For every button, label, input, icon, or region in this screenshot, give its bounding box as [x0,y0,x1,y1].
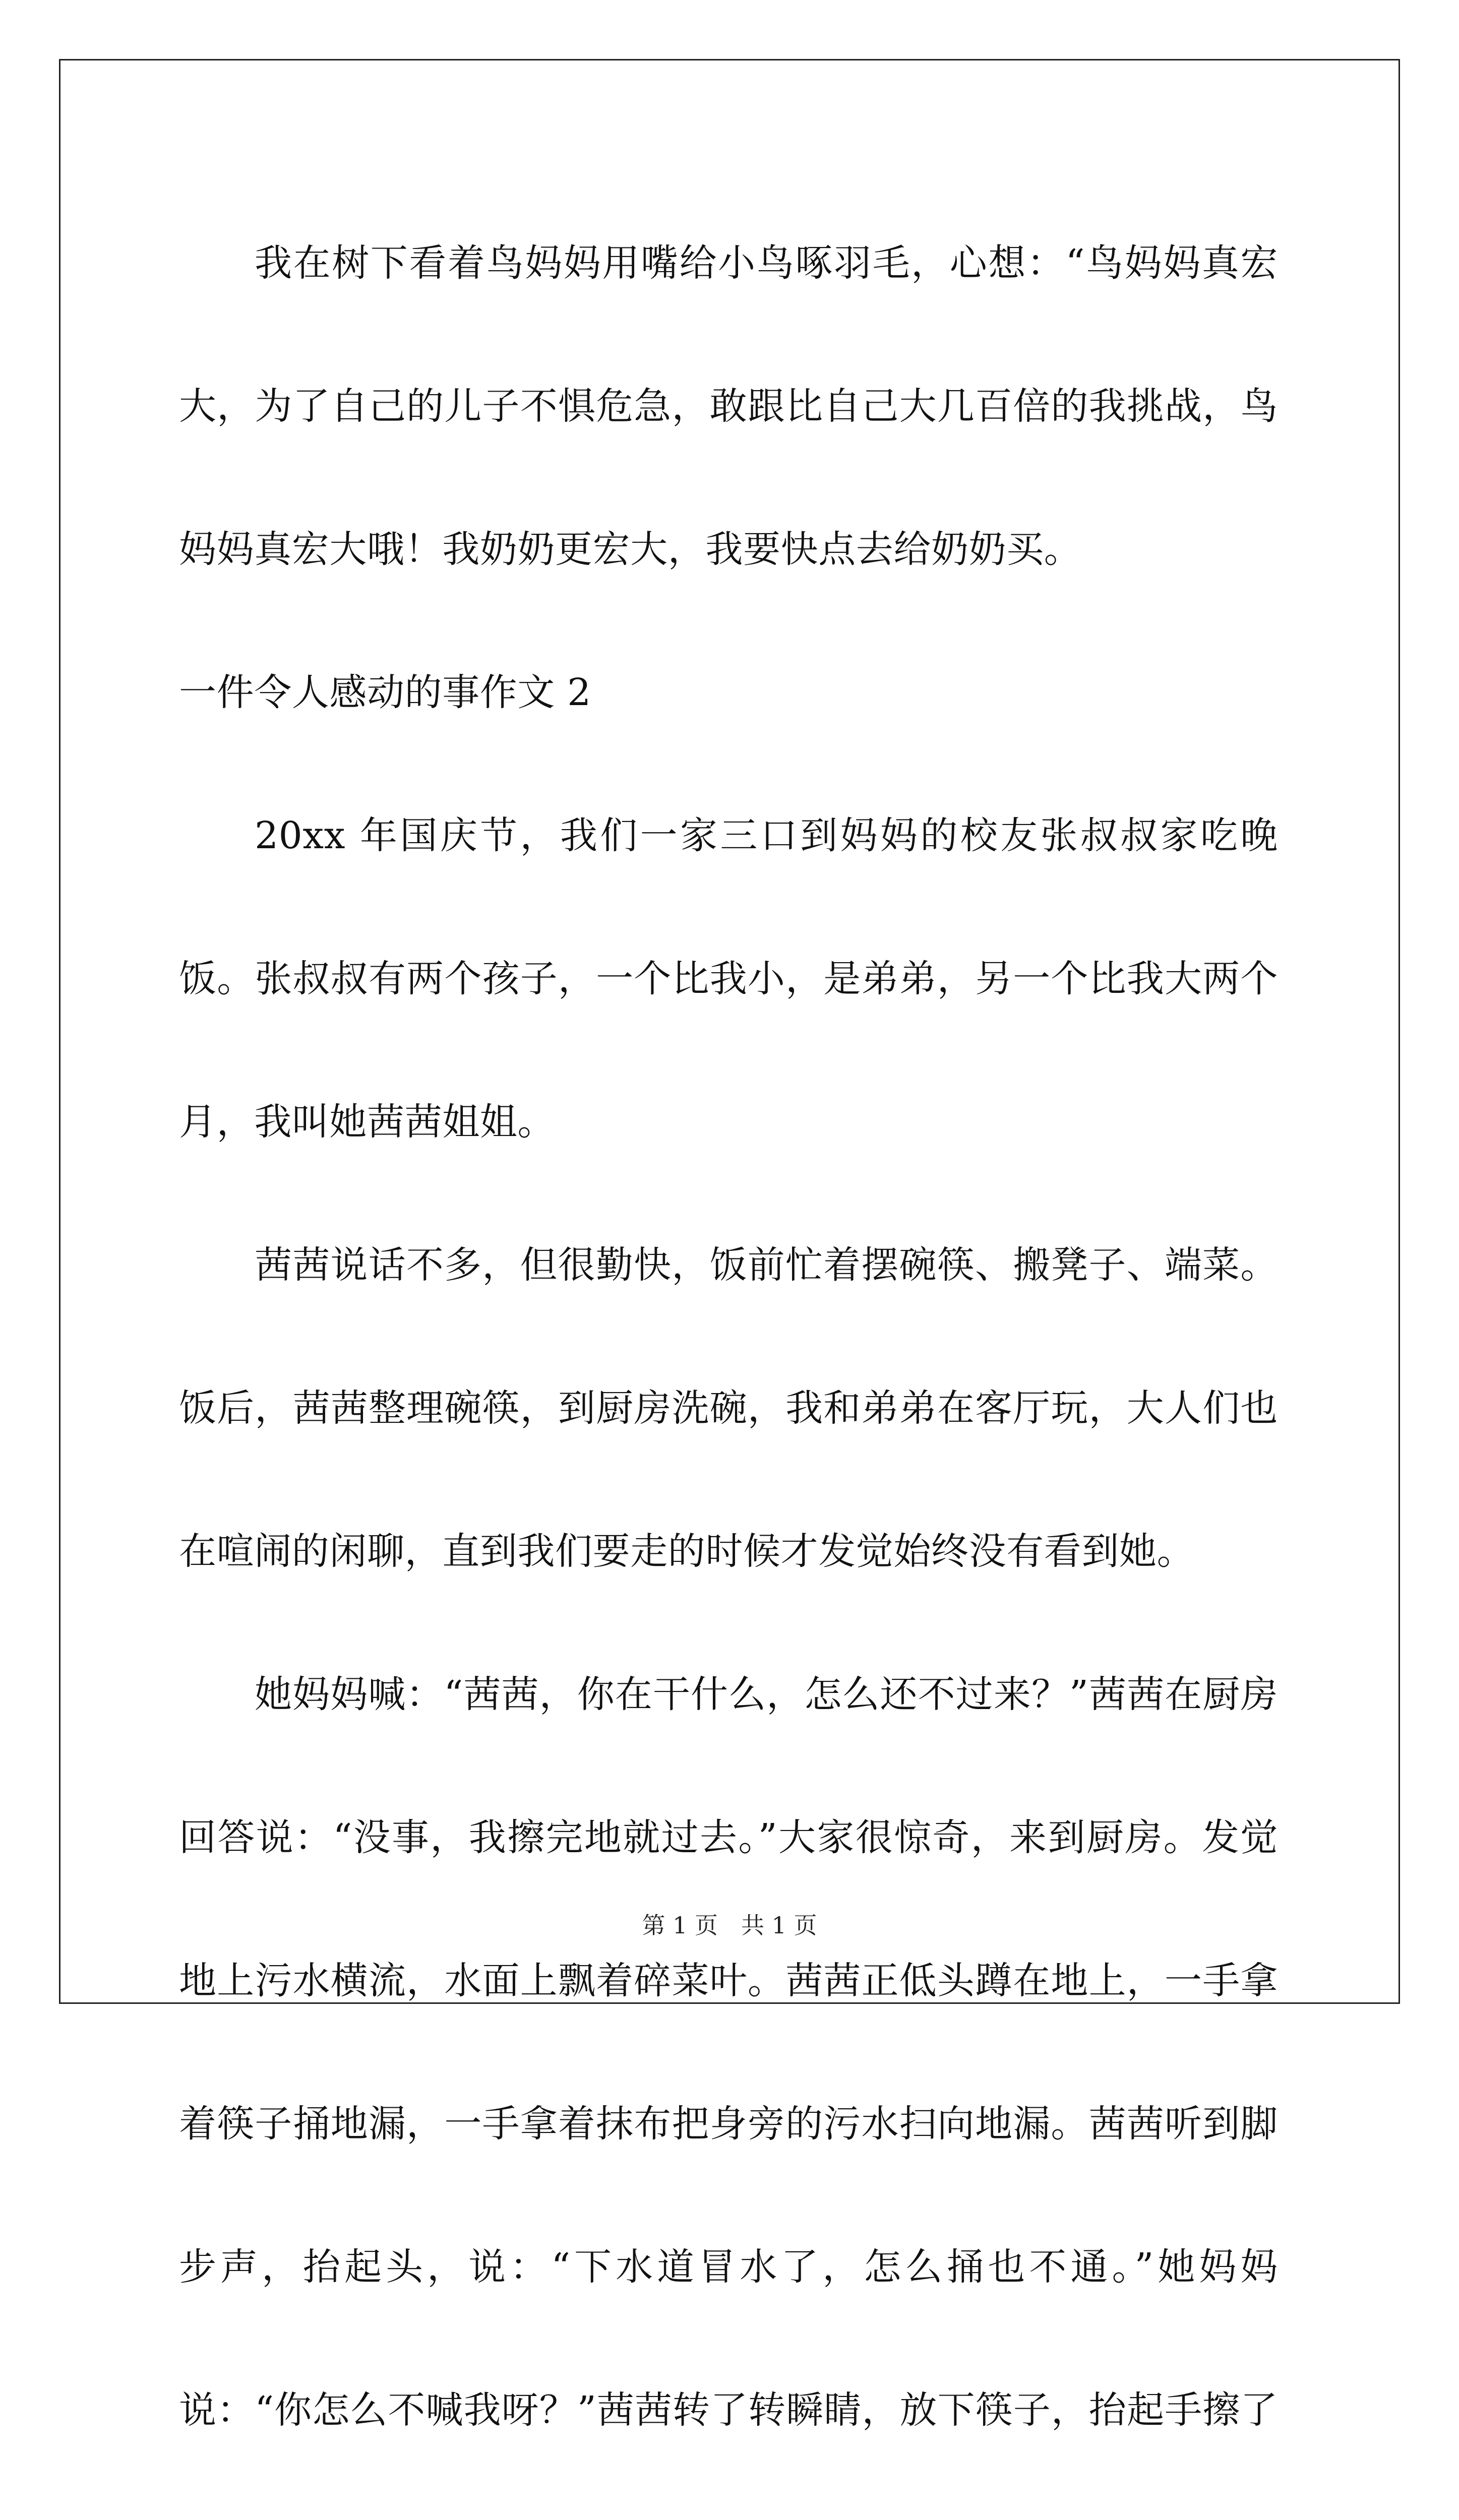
section-heading: 一件令人感动的事作文 2 [179,671,591,714]
paragraph-4: 她妈妈喊：“茜茜，你在干什么，怎么还不过来？”茜茜在厨房回答说：“没事，我擦完地就过去。”大家很惊奇，来到厨房。发觉地上污水横流，水面上飘着碎菜叶。茜茜正低头蹲在地上，一手拿着筷子捅地漏，一手拿着抹布把身旁的污水扫向地漏。茜茜听到脚步声，抬起头，说：“下水道冒水了，怎么捅也不通。”她妈妈说：“你怎么不喊我呀？”茜茜转了转瞬睛，放下筷子，抬起手擦了 [179,1673,1278,2432]
page-total: 共 1 页 [741,1912,817,1939]
document-body [179,192,1278,2520]
page-footer [0,1910,1459,1940]
paragraph-2: 20xx 年国庆节，我们一家三口到妈妈的校友张叔叔家吃晚饭。张叔叔有两个孩子，一个比我小，是弟弟，另一个比我大两个月，我叫她茜茜姐姐。 [179,814,1278,1144]
page-number: 第 1 页 [642,1912,718,1939]
paragraph-3: 茜茜说话不多，但很勤快，饭前忙着摆碗筷、搬凳子、端菜。饭后，茜茜整理碗筷，到厨房洗碗，我和弟弟在客厅玩，大人们也在喧闹的闲聊，直到我们要走的时候才发觉始终没有看到她。 [179,1243,1278,1573]
paragraph-1: 我在树下看着鸟妈妈用嘴给小鸟啄羽毛，心想：“鸟妈妈真宏大，为了自己的儿子不惧危急，敢跟比自己大几百倍的我挑战，鸟妈妈真宏大哦！我奶奶更宏大，我要快点去给奶奶买。 [179,241,1278,571]
